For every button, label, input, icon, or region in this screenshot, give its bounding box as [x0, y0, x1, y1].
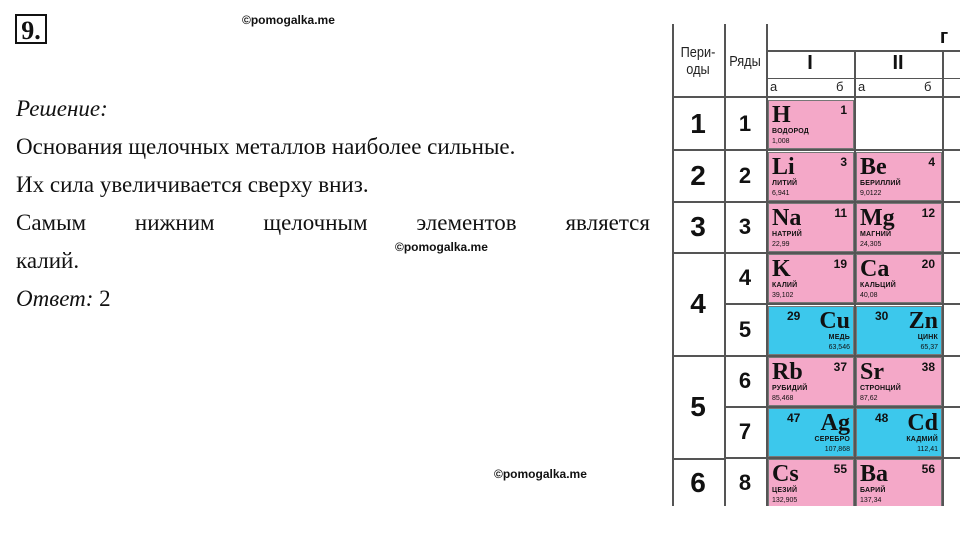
header-periods: Пери- оды: [680, 44, 716, 78]
element-symbol: Zn: [908, 308, 938, 334]
atomic-number: 38: [921, 360, 935, 374]
row-number: 3: [738, 213, 752, 239]
subgroup-label: б: [924, 79, 932, 94]
period-number: 5: [690, 390, 706, 422]
row-number: 2: [738, 162, 752, 188]
answer-line: [16, 280, 650, 318]
element-symbol: Na: [772, 205, 802, 231]
element-symbol: Ba: [860, 461, 889, 487]
element-symbol: Cs: [772, 461, 799, 487]
atomic-number: 19: [833, 257, 847, 271]
atomic-number: 1: [840, 103, 847, 117]
atomic-number: 20: [921, 257, 935, 271]
element-name: КАДМИЙ: [906, 436, 938, 443]
atomic-number: 47: [787, 411, 801, 425]
atomic-number: 12: [921, 206, 935, 220]
element-cell-sr: [856, 357, 942, 406]
solution-text: [16, 90, 650, 318]
period-number: 1: [690, 107, 706, 139]
element-cell-ag: [768, 408, 854, 457]
header-rows: Ряды: [729, 52, 761, 70]
element-name: ЦЕЗИЙ: [772, 487, 798, 494]
element-name: РУБИДИЙ: [772, 385, 808, 392]
atomic-mass: 6,941: [772, 190, 790, 197]
element-cell-ba: [856, 459, 942, 506]
solution-label: Решение:: [16, 96, 108, 121]
atomic-mass: 24,305: [860, 241, 882, 248]
element-symbol: Be: [860, 154, 887, 180]
word: Самым: [16, 210, 87, 235]
word: нижним: [134, 210, 215, 235]
header-group-letter: г: [939, 26, 949, 48]
atomic-number: 29: [787, 309, 801, 323]
atomic-number: 4: [928, 155, 935, 169]
atomic-mass: 112,41: [917, 446, 938, 453]
period-number: 2: [690, 159, 706, 191]
element-symbol: Ag: [820, 410, 850, 436]
group-label: I: [807, 52, 813, 74]
grid-line: [942, 50, 944, 506]
solution-line-3: [16, 204, 650, 242]
element-symbol: Cu: [819, 308, 850, 334]
watermark-middle: ©pomogalka.me: [395, 240, 488, 254]
element-cell-cs: [768, 459, 854, 506]
atomic-mass: 63,546: [828, 344, 850, 351]
element-name: МАГНИЙ: [860, 231, 892, 238]
period-number: 6: [690, 466, 706, 498]
atomic-mass: 137,34: [860, 497, 882, 504]
subgroup-label: а: [770, 79, 778, 94]
atomic-mass: 1,008: [772, 138, 790, 145]
row-number: 1: [738, 110, 752, 136]
element-name: ЛИТИЙ: [772, 180, 798, 187]
row-number: 8: [738, 469, 752, 495]
solution-line-1: Основания щелочных металлов наиболее сильные.: [16, 134, 516, 159]
atomic-mass: 39,102: [772, 292, 794, 299]
element-cell-h: [768, 100, 854, 149]
atomic-number: 30: [875, 309, 889, 323]
atomic-number: 48: [875, 411, 889, 425]
atomic-mass: 22,99: [772, 241, 790, 248]
atomic-number: 11: [834, 206, 847, 220]
element-symbol: H: [772, 102, 791, 128]
atomic-mass: 87,62: [860, 395, 878, 402]
watermark-bottom: ©pomogalka.me: [494, 467, 587, 481]
element-cell-zn: [856, 306, 942, 355]
element-name: КАЛЬЦИЙ: [860, 282, 896, 289]
atomic-mass: 65,37: [920, 344, 938, 351]
element-name: НАТРИЙ: [772, 231, 802, 238]
element-name: СЕРЕБРО: [814, 436, 850, 443]
solution-line-4: калий.: [16, 248, 80, 273]
atomic-mass: 9,0122: [860, 190, 882, 197]
subgroup-label: а: [858, 79, 866, 94]
element-symbol: Sr: [860, 359, 884, 385]
atomic-number: 55: [833, 462, 847, 476]
subgroup-label: б: [836, 79, 844, 94]
element-cell-k: [768, 254, 854, 303]
watermark-top: ©pomogalka.me: [242, 13, 335, 27]
period-number: 4: [690, 287, 706, 319]
element-symbol: Cd: [907, 410, 938, 436]
period-number: 3: [690, 210, 706, 242]
element-cell-li: [768, 152, 854, 201]
element-name: КАЛИЙ: [772, 282, 798, 289]
element-cell-ca: [856, 254, 942, 303]
solution-line-2: Их сила увеличивается сверху вниз.: [16, 172, 369, 197]
atomic-mass: 85,468: [772, 395, 794, 402]
answer-label: Ответ:: [16, 286, 94, 311]
atomic-number: 3: [840, 155, 847, 169]
element-name: БАРИЙ: [860, 487, 886, 494]
word: элементов: [416, 210, 517, 235]
element-name: ЦИНК: [917, 334, 938, 341]
word: щелочным: [263, 210, 368, 235]
atomic-number: 56: [921, 462, 935, 476]
element-symbol: Ca: [860, 256, 890, 282]
element-symbol: K: [772, 256, 791, 282]
row-number: 7: [738, 418, 752, 444]
element-name: СТРОНЦИЙ: [860, 385, 902, 392]
element-cell-rb: [768, 357, 854, 406]
element-name: ВОДОРОД: [772, 128, 809, 135]
element-name: БЕРИЛЛИЙ: [860, 180, 901, 187]
element-symbol: Li: [772, 154, 795, 180]
row-number: 4: [738, 264, 752, 290]
word: является: [565, 210, 650, 235]
element-cell-be: [856, 152, 942, 201]
periodic-table-fragment: [672, 24, 960, 506]
element-cell-mg: [856, 203, 942, 252]
element-cell-cd: [856, 408, 942, 457]
atomic-mass: 40,08: [860, 292, 878, 299]
element-name: МЕДЬ: [828, 334, 850, 341]
row-number: 5: [738, 316, 752, 342]
element-cell-cu: [768, 306, 854, 355]
element-symbol: Mg: [860, 205, 895, 231]
atomic-mass: 132,905: [772, 497, 798, 504]
atomic-number: 37: [833, 360, 847, 374]
element-cell-na: [768, 203, 854, 252]
task-number: 9.: [15, 14, 47, 44]
answer-value: 2: [99, 286, 111, 311]
row-number: 6: [738, 367, 752, 393]
group-label: II: [892, 52, 904, 74]
atomic-mass: 107,868: [824, 446, 850, 453]
element-symbol: Rb: [772, 359, 803, 385]
